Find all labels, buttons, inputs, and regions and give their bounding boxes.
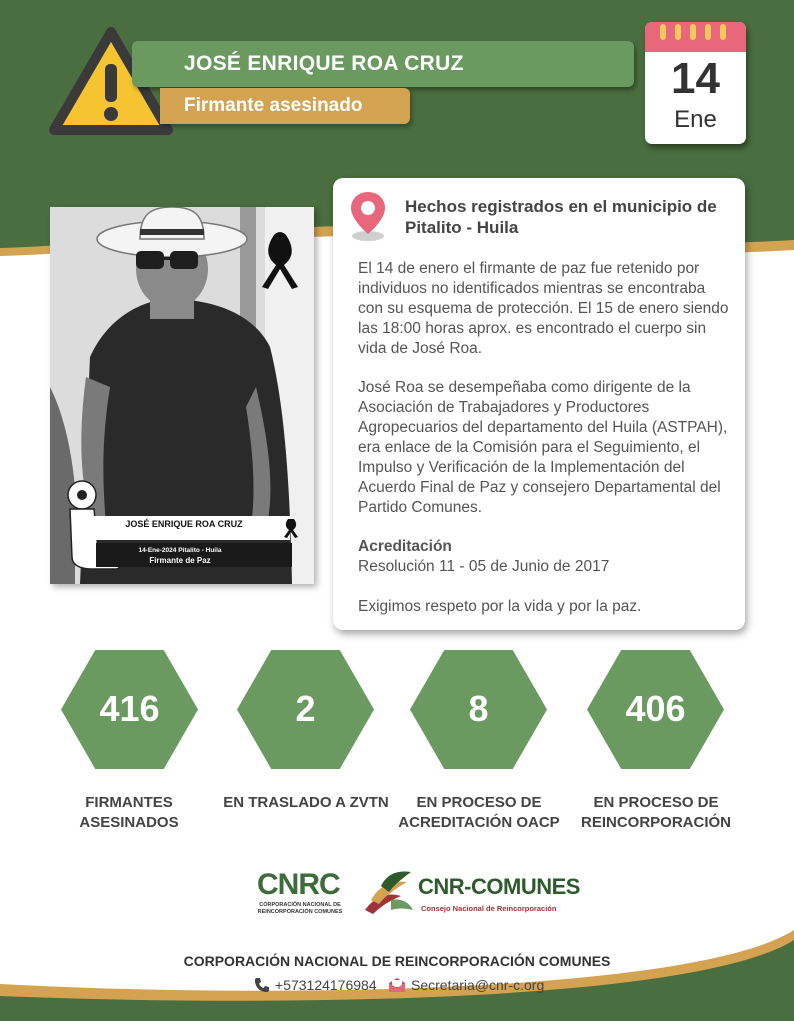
photo-caption-name: JOSÉ ENRIQUE ROA CRUZ (125, 519, 243, 529)
footer-phone[interactable]: +573124176984 (275, 977, 377, 993)
location-pin-icon (348, 190, 388, 242)
calendar-ring-icon (690, 24, 696, 40)
phone-icon (254, 977, 270, 993)
calendar-ring-icon (675, 24, 681, 40)
calendar-header (645, 22, 746, 52)
stat-label: EN PROCESO DE ACREDITACIÓN OACP (398, 794, 560, 831)
stat-value: 2 (295, 688, 316, 729)
stat-label: EN TRASLADO A ZVTN (223, 794, 389, 811)
card-title: Hechos registrados en el municipio de Pitalito - Huila (405, 197, 717, 237)
calendar-date (645, 22, 746, 144)
biography-paragraph: José Roa se desempeñaba como dirigente de la Asociación de Trabajadores y Productores Agropecuarios del departamento del Huila (ASTPAH), era enlace de la Comisión para el Seguimiento, el Impulso y Verificación de la Implementación del Acuerdo Final de Paz y consejero Departamental del Partido Comunes. (358, 379, 728, 516)
footer-organization: CORPORACIÓN NACIONAL DE REINCORPORACIÓN COMUNES (183, 953, 611, 969)
calendar-ring-icon (720, 24, 726, 40)
mail-icon (388, 977, 406, 993)
photo-caption-info: 14-Ene-2024 Pitalito - Huila (138, 547, 222, 554)
stat-label: EN PROCESO DE REINCORPORACIÓN (580, 794, 731, 831)
victim-status: Firmante asesinado (184, 95, 363, 116)
victim-name: JOSÉ ENRIQUE ROA CRUZ (184, 52, 464, 75)
comunes-logo: CNR-COMUNES (418, 874, 580, 899)
cnrc-logo: CNRC (257, 868, 340, 901)
accreditation-value: Resolución 11 - 05 de Junio de 2017 (358, 558, 610, 575)
accreditation-label: Acreditación (358, 538, 452, 555)
calendar-ring-icon (705, 24, 711, 40)
stat-value: 406 (625, 688, 686, 729)
facts-paragraph: El 14 de enero el firmante de paz fue retenido por individuos no identificados mientras se encontraba con su esquema de protección. El 15 de enero siendo las 18:00 horas aprox. es encontrado el cuerpo sin vida de José Roa. (358, 260, 729, 357)
footer-email[interactable]: Secretaria@cnr-c.org (411, 977, 545, 993)
calendar-ring-icon (660, 24, 666, 40)
calendar-day: 14 (671, 54, 720, 103)
footer-background (0, 930, 794, 1021)
stat-value: 8 (468, 688, 489, 729)
calendar-month: Ene (674, 106, 717, 133)
photo-caption-role: Firmante de Paz (149, 556, 211, 565)
cnrc-logo-subtitle: CORPORACIÓN NACIONAL DE REINCORPORACIÓN COMUNES (257, 902, 343, 915)
comunes-logo-subtitle: Consejo Nacional de Reincorporación (421, 904, 557, 913)
closing-statement: Exigimos respeto por la vida y por la paz. (358, 598, 642, 615)
stat-value: 416 (99, 688, 160, 729)
stat-label: FIRMANTES ASESINADOS (79, 794, 179, 831)
comunes-logo-icon (361, 866, 417, 918)
